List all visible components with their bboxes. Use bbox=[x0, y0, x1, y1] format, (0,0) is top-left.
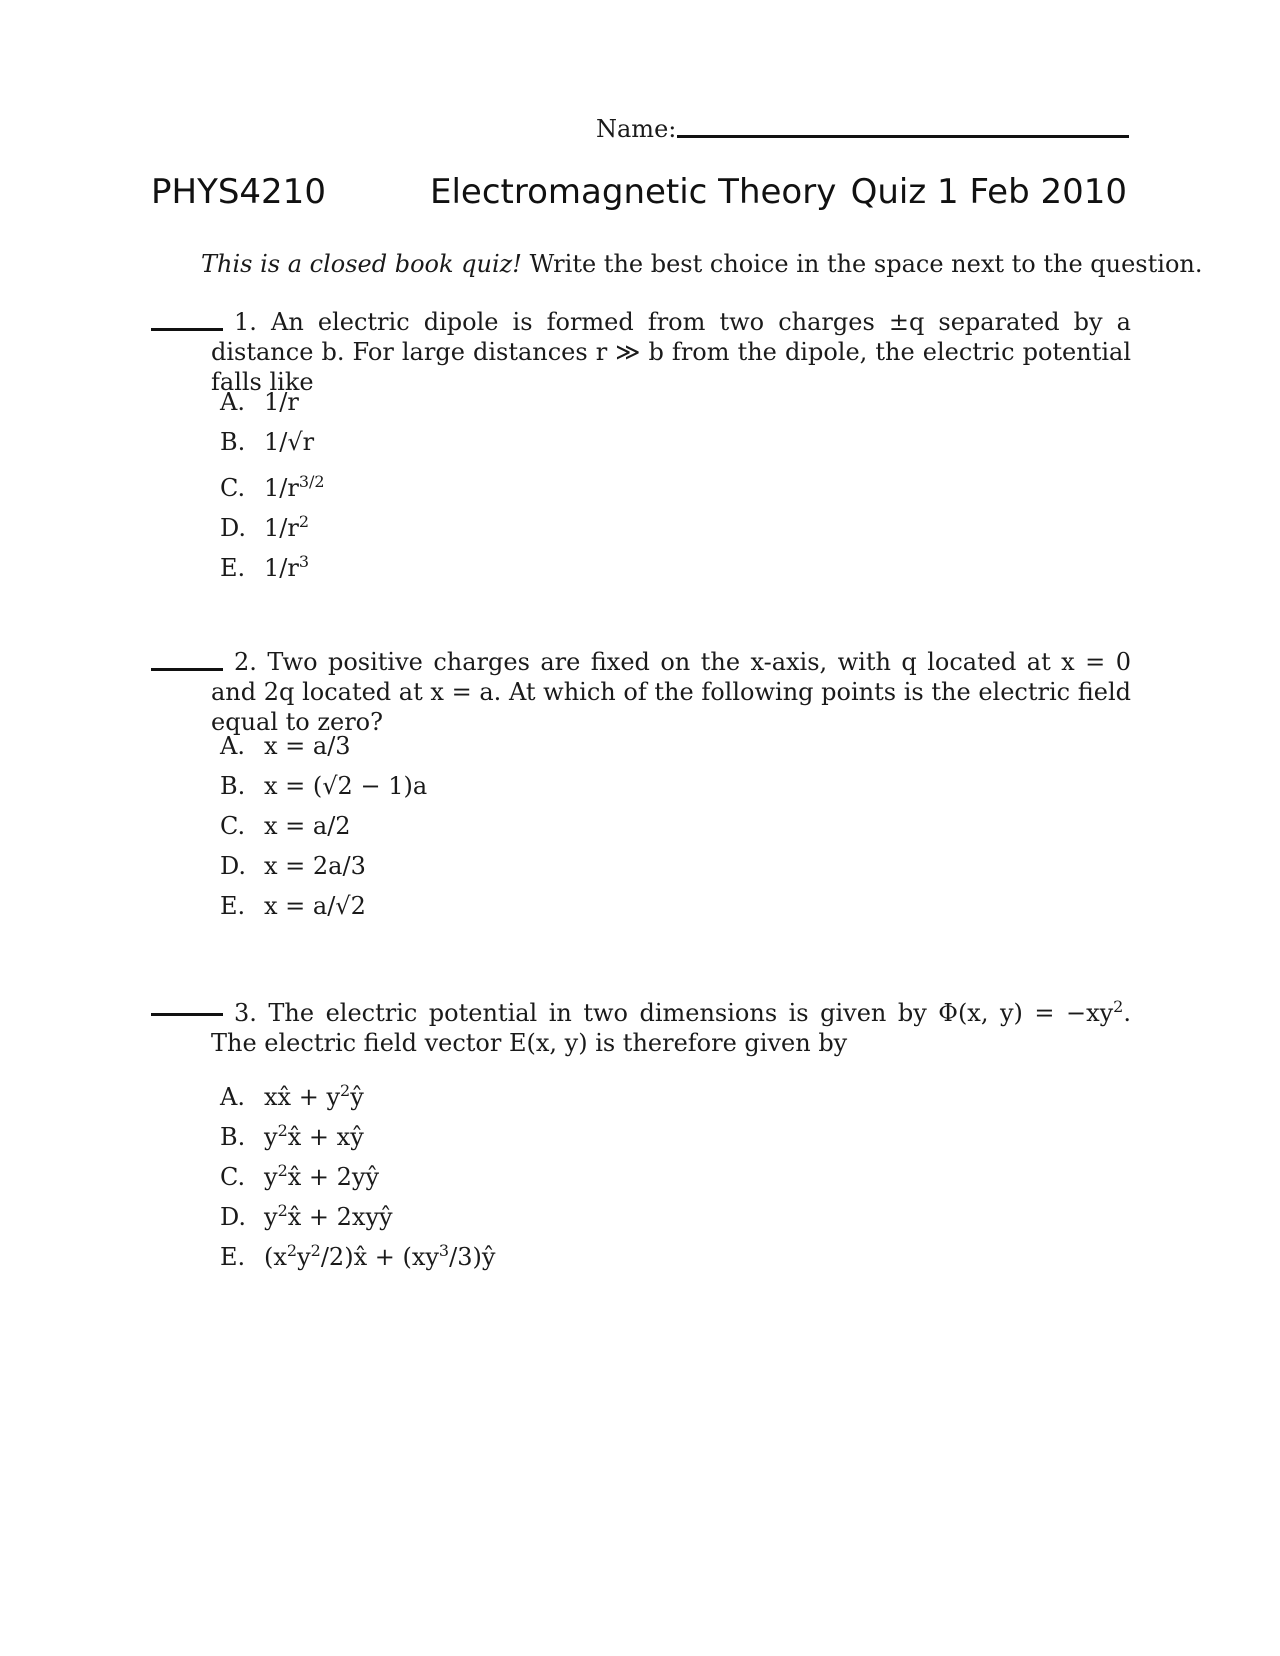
question-1-number: 1. bbox=[234, 308, 257, 336]
question-3-choices bbox=[220, 1071, 495, 1271]
question-2-number: 2. bbox=[234, 648, 257, 676]
choice-2a: A. x = a/3 bbox=[220, 732, 351, 760]
question-2-choices bbox=[220, 726, 427, 926]
choice-3e: E. $(x^2y^2/2)x̂$ + $(xy^3/3)ŷ$ bbox=[220, 1241, 496, 1271]
choice-1d: D. $1/r^2$ bbox=[220, 512, 310, 542]
question-3-body: The electric potential in two dimensions is given by Φ(x, $y) = -xy^2$. The electric field vector E(x, y) is therefore given by bbox=[211, 997, 1131, 1057]
course-title: Electromagnetic Theory bbox=[430, 172, 837, 212]
question-3-text bbox=[211, 992, 1131, 1058]
choice-2d: D. x = 2a/3 bbox=[220, 852, 366, 880]
choice-2b: B. x = (√2 − 1)a bbox=[220, 772, 428, 800]
choice-3d: D. $y^2x̂$ + 2xyŷ bbox=[220, 1201, 393, 1231]
choice-2e: E. x = a/√2 bbox=[220, 892, 366, 920]
instructions bbox=[201, 250, 1202, 278]
choice-1b: B. 1/√r bbox=[220, 428, 315, 456]
choice-1a: A. 1/r bbox=[220, 388, 299, 416]
name-blank-line[interactable] bbox=[677, 135, 1129, 138]
instructions-rest: Write the best choice in the space next to the question. bbox=[529, 250, 1203, 278]
quiz-date: Quiz 1 Feb 2010 bbox=[850, 172, 1127, 212]
question-2-text bbox=[211, 647, 1131, 737]
question-1-body: An electric dipole is formed from two charges ±q separated by a distance b. For large distances r ≫ b from the dipole, the electric potential falls like bbox=[211, 308, 1131, 396]
instructions-italic: This is a closed book quiz! bbox=[201, 250, 522, 278]
question-1-choices bbox=[220, 382, 325, 582]
choice-1e: E. $1/r^3$ bbox=[220, 552, 310, 582]
name-label: Name: bbox=[596, 115, 677, 143]
choice-3a: A. xx̂ + $y^2ŷ$ bbox=[220, 1081, 364, 1111]
choice-3c: C. $y^2x̂$ + 2yŷ bbox=[220, 1161, 380, 1191]
question-2-body: Two positive charges are fixed on the x-axis, with q located at x = 0 and 2q located at x = a. At which of the following points is the electric field equal to zero? bbox=[211, 648, 1131, 736]
question-3-number: 3. bbox=[234, 999, 257, 1027]
course-code: PHYS4210 bbox=[151, 172, 326, 212]
choice-1c: C. $1/r^{3/2}$ bbox=[220, 472, 325, 502]
choice-2c: C. x = a/2 bbox=[220, 812, 351, 840]
choice-3b: B. $y^2x̂$ + xŷ bbox=[220, 1121, 364, 1151]
question-1-text bbox=[211, 307, 1131, 397]
